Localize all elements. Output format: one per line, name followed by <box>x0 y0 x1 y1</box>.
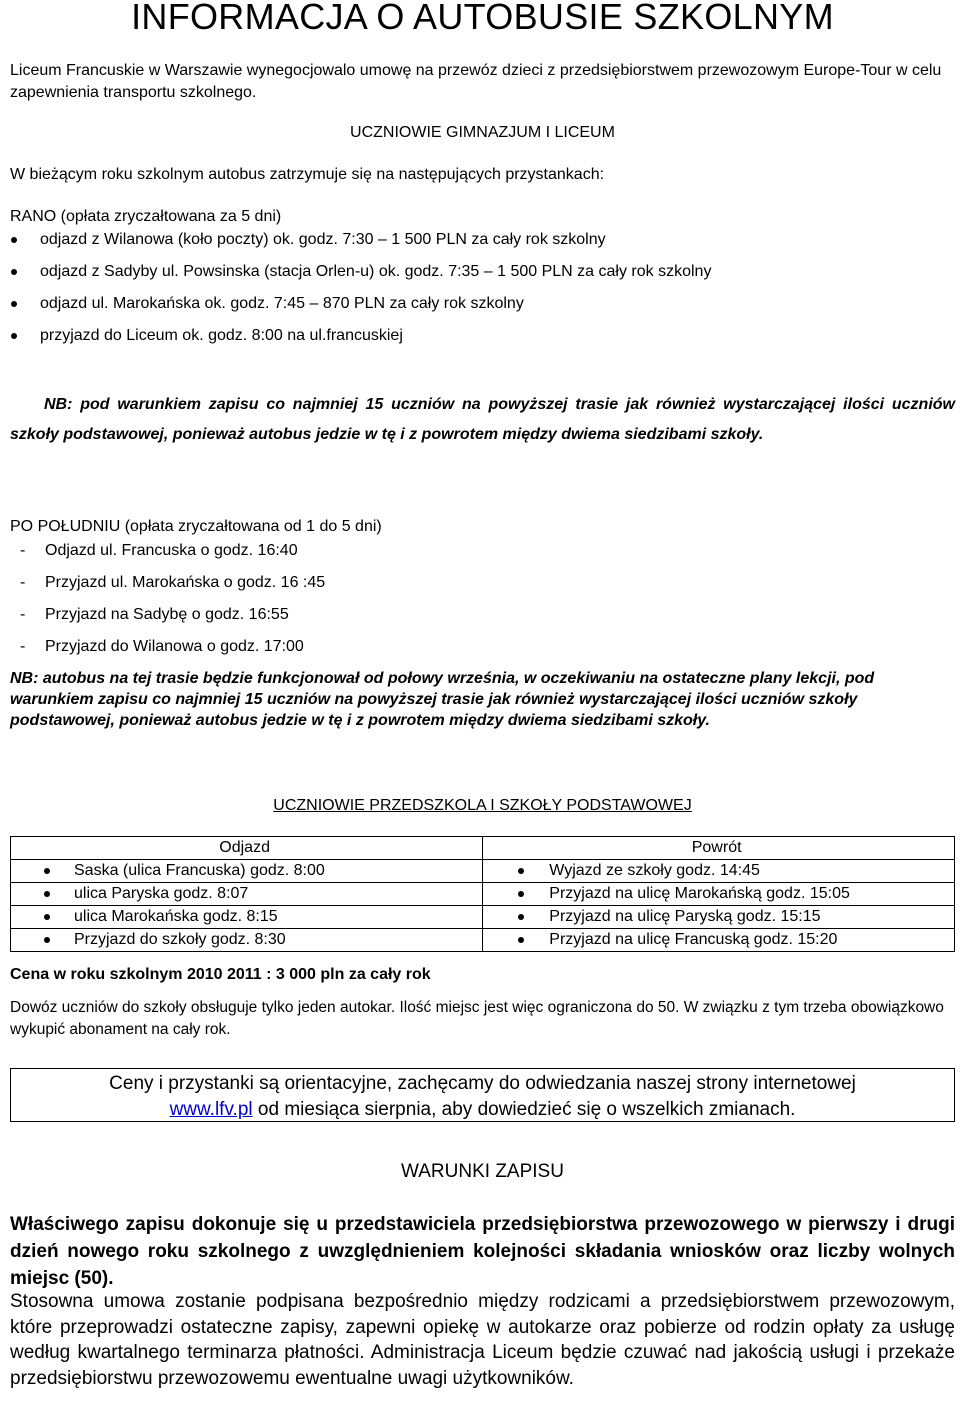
table-cell: Wyjazd ze szkoły godz. 14:45 <box>483 860 955 883</box>
website-notice-box <box>10 1068 955 1122</box>
note-afternoon-route: NB: autobus na tej trasie będzie funkcjonował od połowy września, w oczekiwaniu na ostateczne plany lekcji, pod warunkiem zapisu co najmniej 15 uczniów na powyższej trasie jak również wystarczającej ilości uczniów szkoły podstawowej, ponieważ autobus jedzie w tę i z powrotem między dwiema siedzibami szkoły. <box>10 670 875 729</box>
registration-paragraph: Stosowna umowa zostanie podpisana bezpośrednio między rodzicami a przedsiębiorstwem przewozowym, które przeprowadzi ostateczne zapisy, zapewni opiekę w autokarze oraz pobierze od rodzin opłaty za usługę według kwartalnego terminarza płatności. Administracja Liceum będzie czuwać nad jakością usługi i przekaże przedsiębiorstwu przewozowemu ewentualne uwagi użytkowników. <box>10 1291 955 1389</box>
table-cell: ulica Paryska godz. 8:07 <box>11 883 483 906</box>
list-item: odjazd ul. Marokańska ok. godz. 7:45 – 870 PLN za cały rok szkolny <box>10 293 955 325</box>
list-item: odjazd z Sadyby ul. Powsinska (stacja Orlen-u) ok. godz. 7:35 – 1 500 PLN za cały rok szkolny <box>10 261 955 293</box>
capacity-paragraph: Dowóz uczniów do szkoły obsługuje tylko jeden autokar. Ilość miejsc jest więc ograniczona do 50. W związku z tym trzeba obowiązkowo wykupić abonament na cały rok. <box>10 999 944 1038</box>
notice-text-after: od miesiąca sierpnia, aby dowiedzieć się o wszelkich zmianach. <box>252 1099 796 1120</box>
table-cell: Przyjazd na ulicę Francuską godz. 15:20 <box>483 929 955 952</box>
table-row <box>11 906 955 929</box>
section-heading-przedszkola: UCZNIOWIE PRZEDSZKOLA I SZKOŁY PODSTAWOWEJ <box>273 797 692 814</box>
table-header-row <box>11 837 955 860</box>
section-heading-warunki-zapisu: WARUNKI ZAPISU <box>401 1161 564 1182</box>
notice-text: Ceny i przystanki są orientacyjne, zachęcamy do odwiedzania naszej strony internetowej <box>109 1073 856 1094</box>
website-link[interactable]: www.lfv.pl <box>169 1099 253 1120</box>
list-item: - Przyjazd ul. Marokańska o godz. 16 :45 <box>20 574 326 591</box>
table-cell: Przyjazd na ulicę Paryską godz. 15:15 <box>483 906 955 929</box>
table-cell: Saska (ulica Francuska) godz. 8:00 <box>11 860 483 883</box>
column-header-odjazd: Odjazd <box>11 837 483 860</box>
table-row <box>11 883 955 906</box>
page-title: INFORMACJA O AUTOBUSIE SZKOLNYM <box>131 0 834 37</box>
morning-heading: RANO (opłata zryczałtowana za 5 dni) <box>10 208 282 225</box>
table-row <box>11 860 955 883</box>
list-item: przyjazd do Liceum ok. godz. 8:00 na ul.francuskiej <box>10 325 955 357</box>
section-heading-gimnazjum-liceum: UCZNIOWIE GIMNAZJUM I LICEUM <box>350 124 615 141</box>
intro-paragraph: Liceum Francuskie w Warszawie wynegocjowalo umowę na przewóz dzieci z przedsiębiorstwem przewozowym Europe-Tour w celu zapewnienia transportu szkolnego. <box>10 62 942 101</box>
table-cell: Przyjazd do szkoły godz. 8:30 <box>11 929 483 952</box>
list-item: odjazd z Wilanowa (koło poczty) ok. godz. 7:30 – 1 500 PLN za cały rok szkolny <box>10 229 955 261</box>
table-cell: ulica Marokańska godz. 8:15 <box>11 906 483 929</box>
afternoon-heading: PO POŁUDNIU (opłata zryczałtowana od 1 do 5 dni) <box>10 518 382 535</box>
afternoon-stops-list <box>10 540 955 668</box>
note-minimum-students: NB: pod warunkiem zapisu co najmniej 15 uczniów na powyższej trasie jak również wystarczającej ilości uczniów szkoły podstawowej, ponieważ autobus jedzie w tę i z powrotem między dwiema siedzibami szkoły. <box>10 396 955 443</box>
table-row <box>11 929 955 952</box>
stops-intro: W bieżącym roku szkolnym autobus zatrzymuje się na następujących przystankach: <box>10 166 605 183</box>
list-item: - Odjazd ul. Francuska o godz. 16:40 <box>20 542 298 559</box>
list-item: - Przyjazd na Sadybę o godz. 16:55 <box>20 606 289 623</box>
column-header-powrot: Powrót <box>483 837 955 860</box>
list-item: - Przyjazd do Wilanowa o godz. 17:00 <box>20 638 304 655</box>
registration-bold-paragraph: Właściwego zapisu dokonuje się u przedstawiciela przedsiębiorstwa przewozowego w pierwszy i drugi dzień nowego roku szkolnego z uwzględnieniem kolejności składania wniosków oraz liczby wolnych miejsc (50). <box>10 1214 955 1289</box>
table-cell: Przyjazd na ulicę Marokańską godz. 15:05 <box>483 883 955 906</box>
schedule-table <box>10 836 955 952</box>
annual-price: Cena w roku szkolnym 2010 2011 : 3 000 pln za cały rok <box>10 966 431 983</box>
morning-stops-list <box>10 229 955 357</box>
